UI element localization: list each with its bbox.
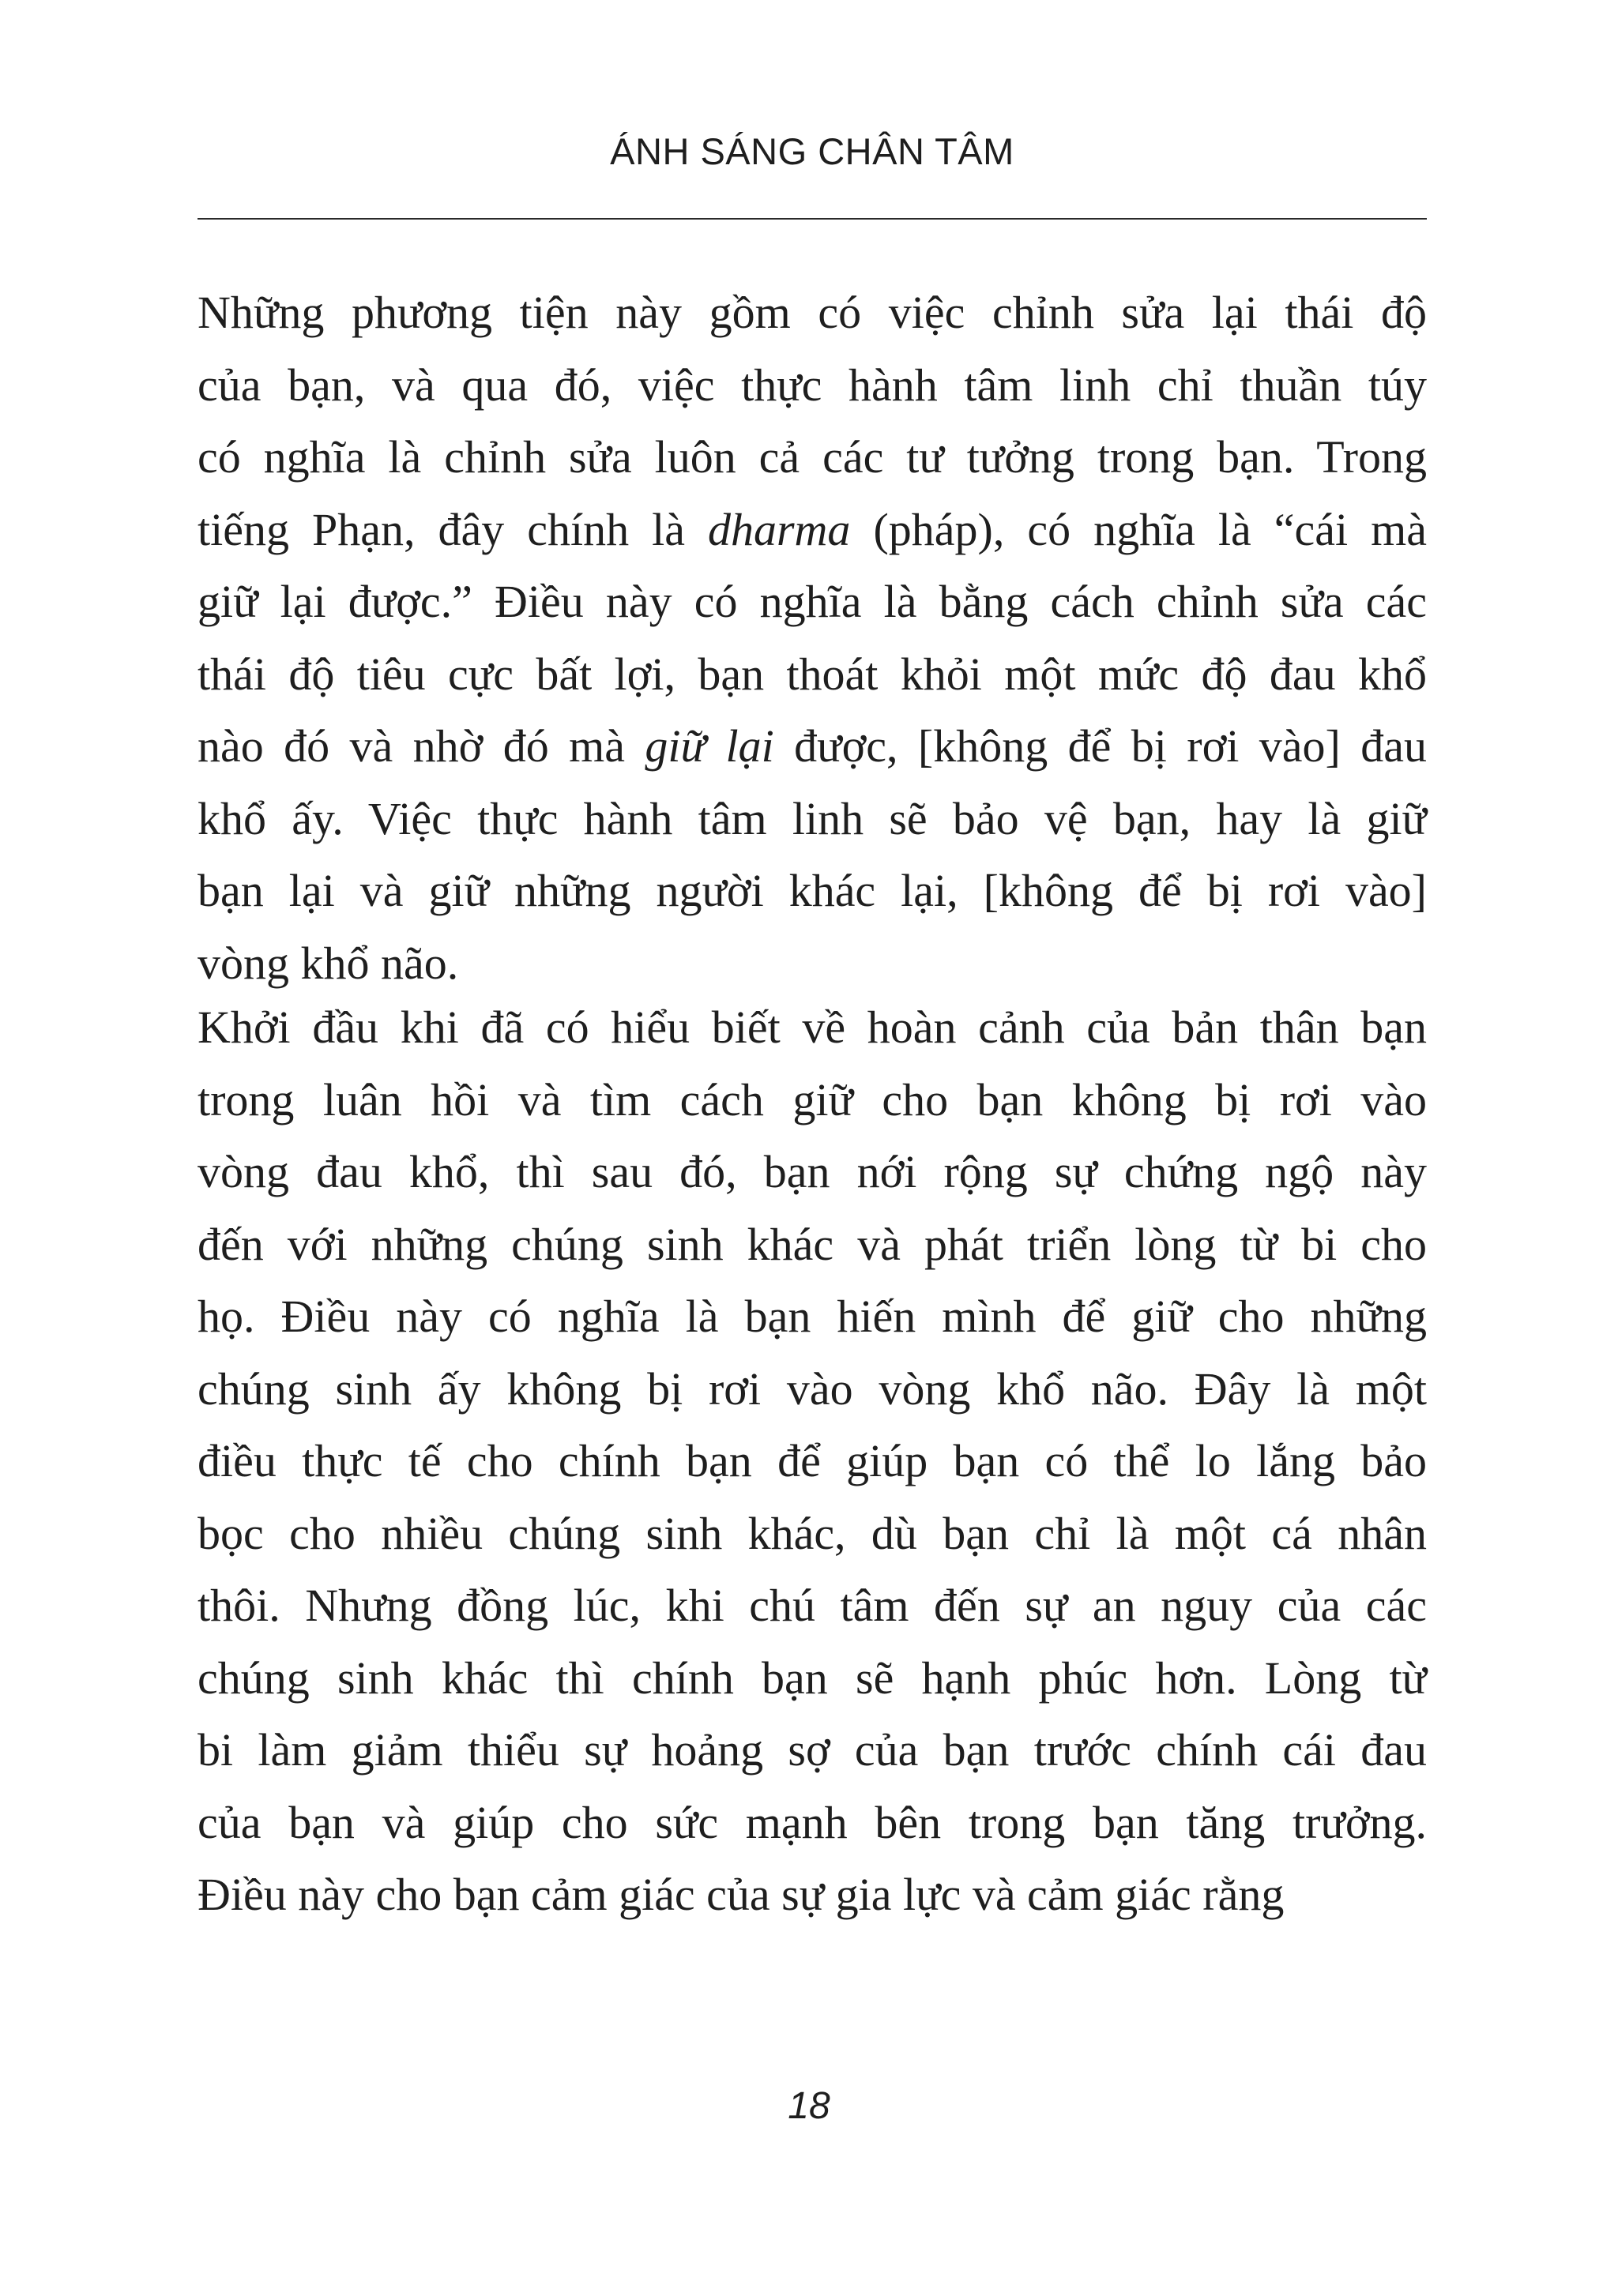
text-line	[198, 1280, 1427, 1353]
text-run: bọc cho nhiều chúng sinh khác, dù bạn chỉ là một cá nhân	[198, 1507, 1427, 1559]
text-run: đến với những chúng sinh khác và phát triển lòng từ bi cho	[198, 1218, 1427, 1270]
text-run: nào đó và nhờ đó mà	[198, 720, 645, 772]
text-line	[198, 991, 1427, 1064]
text-run: được, [không để bị rơi vào] đau	[773, 720, 1427, 772]
text-run: bạn lại và giữ những người khác lại, [không để bị rơi vào]	[198, 865, 1427, 916]
text-run: Điều này cho bạn cảm giác của sự gia lực và cảm giác rằng	[198, 1869, 1285, 1920]
text-run: có nghĩa là chỉnh sửa luôn cả các tư tưởng trong bạn. Trong	[198, 431, 1427, 483]
text-run: Khởi đầu khi đã có hiểu biết về hoàn cảnh của bản thân bạn	[198, 1001, 1427, 1053]
text-line	[198, 1425, 1427, 1497]
italic-term: dharma	[707, 503, 851, 555]
text-line	[198, 1569, 1427, 1642]
text-run: giữ lại được.” Điều này có nghĩa là bằng cách chỉnh sửa các	[198, 576, 1427, 627]
text-line	[198, 1208, 1427, 1281]
text-run: vòng khổ não.	[198, 937, 459, 989]
text-line	[198, 927, 1427, 1000]
text-run: của bạn và giúp cho sức mạnh bên trong bạn tăng trưởng.	[198, 1796, 1427, 1848]
text-run: trong luân hồi và tìm cách giữ cho bạn không bị rơi vào	[198, 1073, 1427, 1125]
text-run: Những phương tiện này gồm có việc chỉnh sửa lại thái độ	[198, 287, 1427, 338]
text-run: thôi. Nhưng đồng lúc, khi chú tâm đến sự an nguy của các	[198, 1580, 1427, 1631]
text-line	[198, 855, 1427, 927]
text-line	[198, 566, 1427, 638]
text-run: bi làm giảm thiểu sự hoảng sợ của bạn trước chính cái đau	[198, 1724, 1427, 1776]
text-run: (pháp), có nghĩa là “cái mà	[850, 503, 1428, 555]
text-line	[198, 494, 1427, 566]
paragraph-2	[198, 991, 1427, 1931]
text-run: thái độ tiêu cực bất lợi, bạn thoát khỏi một mức độ đau khổ	[198, 648, 1427, 700]
running-header-title: ÁNH SÁNG CHÂN TÂM	[610, 130, 1014, 172]
text-line	[198, 638, 1427, 711]
text-run: họ. Điều này có nghĩa là bạn hiến mình để giữ cho những	[198, 1291, 1427, 1342]
text-run: tiếng Phạn, đây chính là	[198, 503, 708, 555]
text-run: chúng sinh khác thì chính bạn sẽ hạnh phúc hơn. Lòng từ	[198, 1652, 1427, 1704]
text-line	[198, 783, 1427, 855]
text-line	[198, 710, 1427, 783]
text-line	[198, 1136, 1427, 1208]
text-run: của bạn, và qua đó, việc thực hành tâm linh chỉ thuần túy	[198, 359, 1427, 411]
text-run: khổ ấy. Việc thực hành tâm linh sẽ bảo vệ bạn, hay là giữ	[198, 792, 1427, 844]
text-line	[198, 1714, 1427, 1787]
text-line	[198, 1642, 1427, 1715]
text-line	[198, 276, 1427, 349]
text-line	[198, 1787, 1427, 1859]
paragraph-1	[198, 276, 1427, 999]
header-divider	[198, 218, 1427, 220]
text-line	[198, 349, 1427, 422]
text-run: vòng đau khổ, thì sau đó, bạn nới rộng sự chứng ngộ này	[198, 1146, 1427, 1197]
text-line	[198, 1064, 1427, 1137]
text-line	[198, 421, 1427, 494]
text-line	[198, 1353, 1427, 1426]
text-line	[198, 1497, 1427, 1570]
page-number: 18	[788, 2085, 830, 2127]
text-run: điều thực tế cho chính bạn để giúp bạn có thể lo lắng bảo	[198, 1435, 1427, 1486]
italic-term: giữ lại	[645, 720, 774, 772]
text-line	[198, 1858, 1427, 1931]
text-run: chúng sinh ấy không bị rơi vào vòng khổ não. Đây là một	[198, 1362, 1427, 1415]
